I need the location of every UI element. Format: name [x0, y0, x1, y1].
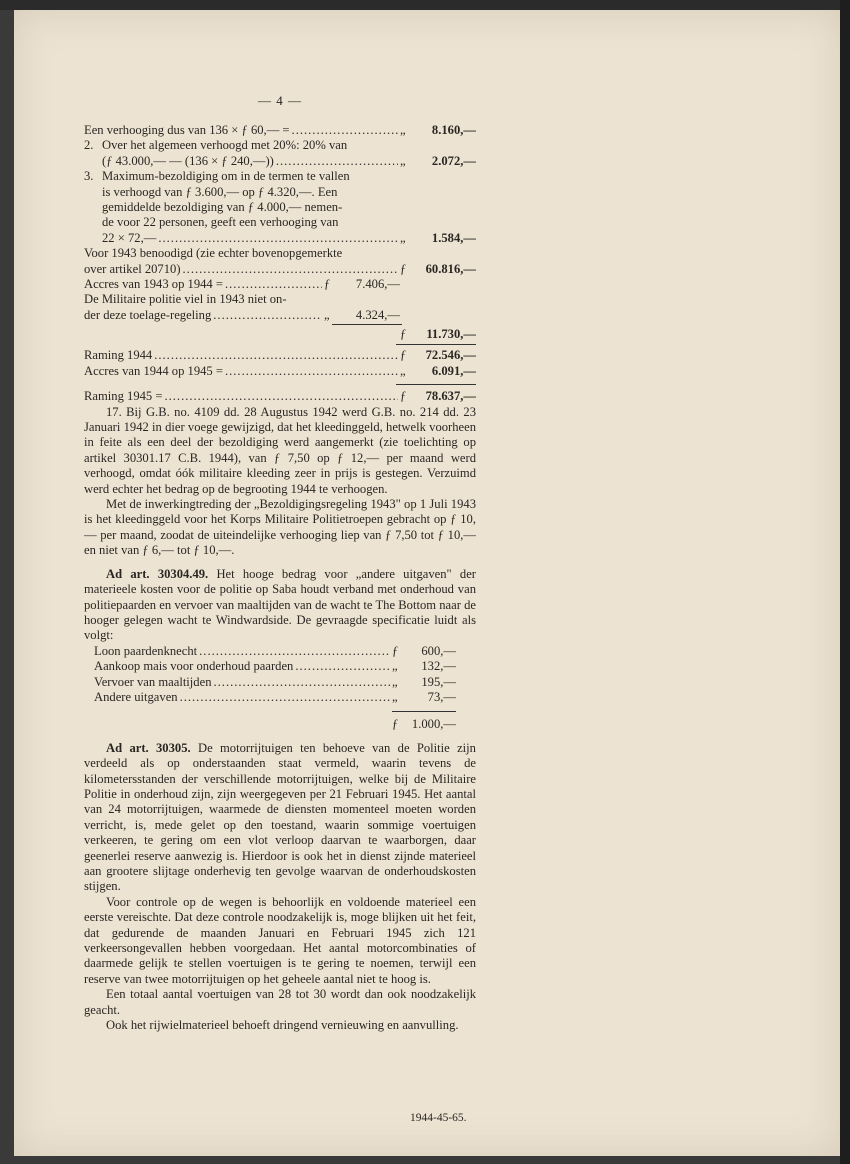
sum-rule — [94, 705, 456, 717]
amount: 8.160,— — [431, 123, 476, 137]
amount: 7.406,— — [355, 276, 400, 291]
paragraph-controle: Voor controle op de wegen is behoorlijk en voldoende materieel een eerste vereischte. Dat deze controle noodzakelijk is, moge blijken uit het feit, dat gedurende de maanden Januari en Februari 1945 zich 121 verkeersongevallen hebben voorgedaan. Het aantal motorcombinaties of daarmede gelijk te stellen voertuigen is te gering te noemen, terwijl een reserve van twee motorrijtuigen op het geheele aantal niet te hoog is. — [84, 894, 476, 986]
section-30305: Ad art. 30305. De motorrijtuigen ten behoeve van de Politie zijn verdeeld als op onderstaanden staat vermeld, waarin tevens de kilometersstanden der verschillende motorrijtuigen, welke bij de Militaire Politie in onderhoud zijn, zijn weergegeven per 21 Februari 1945. Het aantal van 24 motorrijtuigen, waarmede de diensten momenteel moeten worden verricht, is, mede gelet op den toestand, waarin sommige voertuigen verkeeren, te gering om een vlot verloop daarvan te waarborgen, daar geenerlei reserve aanwezig is. Hierdoor is ook het in dienst zijnde materieel aan grootere slijtage onderhevig ten gevolge waarvan de onderhoudskosten stijgen. — [84, 740, 476, 894]
dot-leader — [214, 675, 391, 690]
scan-right-edge — [840, 0, 850, 1164]
amount: 78.637,— — [425, 389, 476, 404]
amount: 1.584,— — [431, 230, 476, 245]
accres-1945-line: Accres van 1944 op 1945 = ..... „ 6.091,— — [84, 364, 476, 379]
budget-line: de voor 22 personen, geeft een verhooging van — [102, 215, 339, 230]
sum-rule — [84, 323, 476, 327]
amount: 73,— — [427, 689, 456, 704]
spec-total-amount: 1.000,— — [411, 717, 456, 732]
document-body — [84, 95, 476, 1033]
spec-item: Vervoer van maaltijden ..... „ 195,— — [94, 675, 456, 690]
dot-leader — [158, 231, 398, 246]
section-heading: Ad art. 30304.49. — [106, 566, 209, 581]
budget-line: 22 × 72,— ..... „ 1.584,— — [84, 231, 476, 246]
budget-line: gemiddelde bezoldiging van ƒ 4.000,— nemen- — [102, 199, 343, 214]
required-1943-line2: over artikel 20710) ..... ƒ 60.816,— — [84, 262, 476, 277]
amount: 6.091,— — [431, 363, 476, 378]
paragraph-17: 17. Bij G.B. no. 4109 dd. 28 Augustus 1942 werd G.B. no. 214 dd. 23 Januari 1942 in dier voege gewijzigd, dat het kleedinggeld, hetwelk voorheen in feite als een deel der bezoldiging werd aangemerkt (zie toelichting op artikel 30301.17 C.B. 1944), van ƒ 7,50 op ƒ 12,— per maand werd verhoogd, omdat óók militaire kleeding zeer in prijs is gestegen. Verzuimd werd echter het bedrag op de begrooting 1944 te verhoogen. — [84, 404, 476, 496]
paragraph-rijwiel: Ook het rijwielmaterieel behoeft dringend vernieuwing en aanvulling. — [106, 1018, 459, 1032]
amount: 4.324,— — [355, 307, 400, 322]
scan-top-edge — [0, 0, 850, 10]
spec-total: ƒ 1.000,— — [392, 717, 456, 732]
spec-item: Aankoop mais voor onderhoud paarden ..... „ 132,— — [94, 659, 456, 674]
accres-line: der deze toelage-regeling ..... „ 4.324,— — [84, 308, 476, 323]
paragraph-17-continued: Met de inwerkingtreding der „Bezoldigingsregeling 1943" op 1 Juli 1943 is het kleedinggeld voor het Korps Militaire Politietroepen gebracht op ƒ 10,— per maand, zoodat de uiteindelijke verhooging liep van ƒ 7,50 tot ƒ 10,— en niet van ƒ 6,— tot ƒ 10,—. — [84, 497, 476, 558]
accres-line: Accres van 1943 op 1944 = ..... ƒ 7.406,— — [84, 277, 476, 292]
raming-1945-line: Raming 1945 = ..... ƒ 78.637,— — [84, 389, 476, 404]
sum-rule — [84, 342, 476, 348]
dot-leader — [180, 690, 390, 705]
dot-leader — [292, 123, 398, 138]
sum-rule — [84, 379, 476, 389]
raming-1944-line: Raming 1944 ..... ƒ 72.546,— — [84, 348, 476, 363]
budget-line: Een verhooging dus van 136 × ƒ 60,— = ..... „ 8.160,— — [84, 123, 476, 138]
amount: 72.546,— — [425, 348, 476, 363]
amount: 60.816,— — [425, 261, 476, 276]
page-number: — 4 — — [258, 93, 302, 108]
dot-leader — [225, 277, 322, 292]
section-30304: Ad art. 30304.49. Het hooge bedrag voor „andere uitgaven" der materieele kosten voor de politie op Saba houdt verband met onderhoud van politiepaarden en vervoer van maaltijden van de wacht te The Bottom naar de hooger gelegen wacht te Windwardside. De gevraagde specificatie luidt als volgt: — [84, 566, 476, 643]
dot-leader — [154, 348, 398, 363]
spec-item: Andere uitgaven ..... „ 73,— — [94, 690, 456, 705]
dot-leader — [295, 659, 390, 674]
dot-leader — [164, 389, 398, 404]
dot-leader — [199, 644, 390, 659]
dot-leader — [225, 364, 398, 379]
amount: 132,— — [421, 659, 456, 674]
document-code: 1944-45-65. — [410, 1112, 467, 1124]
required-1943-line1: Voor 1943 benoodigd (zie echter bovenopgemerkte — [84, 246, 343, 261]
amount: 600,— — [421, 643, 456, 658]
section-heading: Ad art. 30305. — [106, 740, 191, 755]
spec-item: Loon paardenknecht ..... ƒ 600,— — [94, 644, 456, 659]
amount: 195,— — [421, 674, 456, 689]
specification-list — [84, 644, 476, 733]
dot-leader — [183, 262, 398, 277]
subtotal-line: ƒ 11.730,— — [400, 327, 476, 342]
budget-line: 2. Over het algemeen verhoogd met 20%: 20% van — [84, 138, 348, 153]
subtotal-amount: 11.730,— — [426, 327, 476, 342]
dot-leader — [276, 154, 398, 169]
dot-leader — [213, 308, 322, 323]
accres-line: De Militaire politie viel in 1943 niet on- — [84, 292, 287, 307]
budget-line: is verhoogd van ƒ 3.600,— op ƒ 4.320,—. Een — [102, 184, 338, 199]
budget-line: 3. Maximum-bezoldiging om in de termen te vallen — [84, 169, 350, 184]
amount: 2.072,— — [431, 153, 476, 168]
paragraph-totaal: Een totaal aantal voertuigen van 28 tot 30 wordt dan ook noodzakelijk geacht. — [84, 987, 476, 1017]
budget-line: (ƒ 43.000,— — (136 × ƒ 240,—)) ..... „ 2.072,— — [84, 154, 476, 169]
